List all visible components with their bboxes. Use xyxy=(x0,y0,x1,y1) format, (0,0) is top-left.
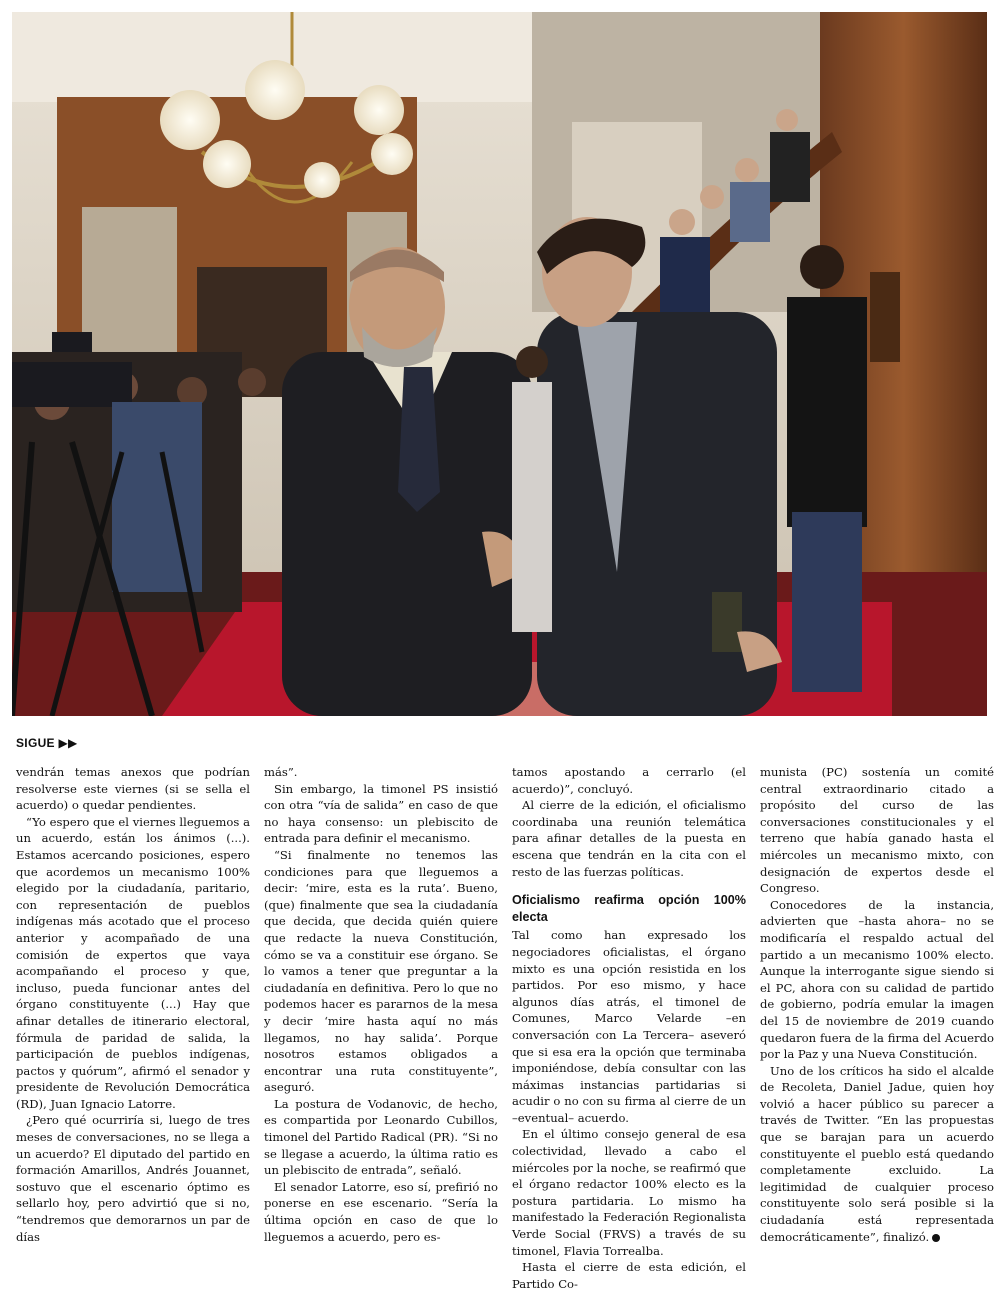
paragraph: más”. xyxy=(264,765,298,779)
paragraph: En el último consejo general de esa colectividad, llevado a cabo el miércoles por la noche, se reafirmó que el órgano redactor 100% electo es la postura partidaria. Lo mismo ha manifestado la Federación Regionalista Verde Social (FRVS) a través de su timonel, Flavia Torrealba. xyxy=(512,1127,746,1258)
subheading: Oficialismo reafirma opción 100% electa xyxy=(512,893,746,924)
article-column-3 xyxy=(512,764,746,1291)
news-photo xyxy=(12,12,987,716)
article-column-2 xyxy=(264,764,498,1244)
end-of-article-icon xyxy=(932,1234,940,1242)
paragraph: La postura de Vodanovic, de hecho, es compartida por Leonardo Cubillos, timonel del Partido Radical (PR). “Si no se llegase a acuerdo, la última ratio es un plebiscito de entrada”, señaló. xyxy=(264,1096,498,1178)
paragraph: El senador Latorre, eso sí, prefirió no ponerse en ese escenario. “Sería la última opción en caso de que lo lleguemos a acuerdo, pero es- xyxy=(264,1179,498,1244)
paragraph: Al cierre de la edición, el oficialismo coordinaba una reunión telemática para afinar detalles de la puesta en escena que tendrán en la cita con el resto de las fuerzas políticas. xyxy=(512,798,746,879)
article-body xyxy=(16,764,994,1291)
paragraph: munista (PC) sostenía un comité central extraordinario citado a propósito del curso de las conversaciones constitucionales y el terreno que había ganado hasta el miércoles un mecanismo mixto, con designación de expertos desde el Congreso. xyxy=(760,765,994,896)
paragraph: Hasta el cierre de esta edición, el Partido Co- xyxy=(512,1260,746,1291)
background-person xyxy=(512,346,552,632)
paragraph: ¿Pero qué ocurriría si, luego de tres meses de conversaciones, no se llega a un acuerdo? El diputado del partido en formación Amarillos, Andrés Jouannet, sostuvo que el escenario óptimo es sellarlo hoy, pero advirtió que si no, “tendremos que demorarnos un par de días xyxy=(16,1113,250,1244)
article-column-4 xyxy=(760,764,994,1244)
paragraph: Sin embargo, la timonel PS insistió con otra “vía de salida” en caso de que no haya consenso: un plebiscito de entrada para definir el mecanismo. xyxy=(264,781,498,846)
paragraph: Tal como han expresado los negociadores oficialistas, el órgano mixto es una opción resistida en los partidos. Por eso mismo, y hace algunos días atrás, el timonel de Comunes, Marco Velarde –en conversación con La Tercera– aseveró que si esa era la opción que terminaba imponiéndose, debía consultar con las máximas instancias partidarias si acudir o no con su firma al cierre de un –eventual– acuerdo. xyxy=(512,928,746,1125)
photo-illustration xyxy=(12,12,987,716)
paragraph: “Si finalmente no tenemos las condiciones para que lleguemos a decir: ‘mire, esta es la ruta’. Bueno, (que) finalmente que sea la ciudadanía que decida, que decida quién quiere que redacte la nueva Constitución, cómo se va a constituir ese órgano. Se lo vamos a tener que preguntar a la ciudadanía en definitiva. Pero lo que no podemos hacer es pararnos de la mesa y decir ‘mire hasta aquí no más llegamos, no hay salida’. Porque nosotros estamos obligados a encontrar una ruta constituyente”, aseguró. xyxy=(264,847,498,1095)
continues-label: SIGUE ▶▶ xyxy=(16,736,78,750)
paragraph: Conocedores de la instancia, advierten que –hasta ahora– no se modificaría el respaldo actual del partido a un mecanismo 100% electo. Aunque la interrogante sigue siendo si el PC, ahora con su calidad de partido de gobierno, podría emular la imagen del 15 de noviembre de 2019 cuando quedaron fuera de la firma del Acuerdo por la Paz y una Nueva Constitución. xyxy=(760,897,994,1062)
paragraph: vendrán temas anexos que podrían resolverse este viernes (si se sella el acuerdo) o quedar pendientes. xyxy=(16,765,250,813)
article-column-1 xyxy=(16,764,250,1244)
paragraph: tamos apostando a cerrarlo (el acuerdo)”, concluyó. xyxy=(512,765,746,796)
paragraph-text: Uno de los críticos ha sido el alcalde de Recoleta, Daniel Jadue, quien hoy volvió a hacer público su parecer a través de Twitter. “En las propuestas que se barajan para un acuerdo constituyente el pueblo está quedando completamente excluido. La legitimidad de cualquier proceso constituyente solo será posible si la ciudadanía está representada democráticamente”, finalizó. xyxy=(760,1063,994,1244)
paragraph: “Yo espero que el viernes lleguemos a un acuerdo, están los ánimos (...). Estamos acercando posiciones, espero que acordemos un mecanismo 100% elegido por la ciudadanía, paritario, con representación de pueblos indígenas más acotado que el proceso anterior y acompañado de una comisión de expertos que vaya acompañando el proceso y que, incluso, pueda funcionar antes del órgano constituyente (...) Hay que afinar detalles de itinerario electoral, fórmula de paridad de salida, la participación de pueblos indígenas, pactos y quórum”, afirmó el senador y presidente de Revolución Democrática (RD), Juan Ignacio Latorre. xyxy=(16,814,250,1111)
paragraph xyxy=(760,1063,994,1246)
